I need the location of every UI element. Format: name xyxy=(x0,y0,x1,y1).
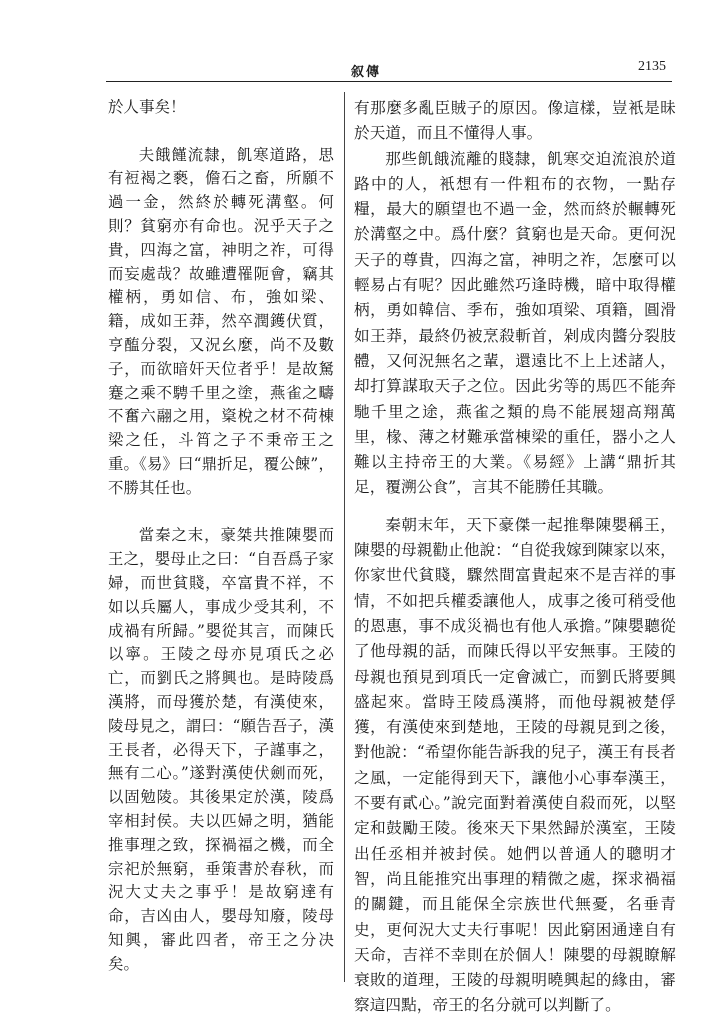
classical-paragraph: 當秦之末，豪桀共推陳嬰而王之，嬰母止之曰：“自吾爲子家婦，而世貧賤，卒富貴不祥，不如以兵屬人，事成少受其利，不成禍有所歸。”嬰從其言，而陳氏以寧。王陵之母亦見項氏之必亡，而劉氏之將興也。是時陵爲漢將，而母獲於楚，有漢使來，陵母見之，謂曰：“願告吾子，漢王長者，必得天下，子謹事之，無有二心。”遂對漢使伏劍而死，以固勉陵。其後果定於漢，陵爲宰相封侯。夫以匹婦之明，猶能推事理之致，探禍福之機，而全宗祀於無窮，垂策書於春秋，而況大丈夫之事乎！是故窮達有命，吉凶由人，嬰母知廢，陵母知興，審此四者，帝王之分决矣。 xyxy=(108,526,334,973)
classical-paragraph: 夫餓饉流隸，飢寒道路，思有裋褐之褻，儋石之畜，所願不過一金，然終於轉死溝壑。何則？貧窮亦有命也。況乎天子之貴，四海之富，神明之祚，可得而妄處哉？故雖遭罹阨會，竊其權柄，勇如信、布，強如梁、籍，成如王莽，然卒潤鑊伏質，亨醢分裂，又況幺麼，尚不及數子，而欲暗奸天位者乎！是故駑蹇之乘不騁千里之塗，燕雀之疇不奮六翮之用，楶梲之材不荷棟梁之任，斗筲之子不秉帝王之重。《易》曰“鼎折足，覆公餗”，不勝其任也。 xyxy=(108,145,334,497)
translation-column xyxy=(354,96,676,1019)
classical-lead-text: 於人事矣！ xyxy=(108,98,186,116)
translation-lead-text: 有那麼多亂臣賊子的原因。像這樣，豈衹是昧於天道，而且不懂得人事。 xyxy=(354,99,676,143)
column-divider xyxy=(344,92,345,982)
classical-text-column xyxy=(108,96,334,976)
page-number: 2135 xyxy=(638,59,666,74)
header-rule xyxy=(106,81,672,82)
translation-paragraph: 秦朝末年，天下豪傑一起推舉陳嬰稱王，陳嬰的母親勸止他說：“自從我嫁到陳家以來，你家世代貧賤，驟然間富貴起來不是吉祥的事情，不如把兵權委讓他人，成事之後可稍受他的恩惠，事不成災禍也有他人承擔。”陳嬰聽從了他母親的話，而陳氏得以平安無事。王陵的母親也預見到項氏一定會滅亡，而劉氏將要興盛起來。當時王陵爲漢將，而他母親被楚俘獲，有漢使來到楚地，王陵的母親見到之後，對他說：“希望你能告訴我的兒子，漢王有長者之風，一定能得到天下，讓他小心事奉漢王，不要有貳心。”說完面對着漢使自殺而死，以堅定和鼓勵王陵。後來天下果然歸於漢室，王陵出任丞相并被封侯。她們以普通人的聰明才智，尚且能推究出事理的精微之處，探求禍福的關鍵，而且能保全宗族世代無憂，名垂青史，更何況大丈夫行事呢！因此窮困通達自有天命，吉祥不幸則在於個人！陳嬰的母親瞭解衰敗的道理，王陵的母親明曉興起的緣由，審察這四點，帝王的名分就可以判斷了。 xyxy=(354,515,676,1015)
translation-paragraph: 那些飢餓流離的賤隸，飢寒交迫流浪於道路中的人，衹想有一件粗布的衣物，一點存糧，最大的願望也不過一金，然而終於輾轉死於溝壑之中。爲什麼？貧窮也是天命。更何況天子的尊貴，四海之富，神明之祚，怎麼可以輕易占有呢？因此雖然巧逢時機，暗中取得權柄，勇如韓信、季布，強如項梁、項籍，圓滑如王莽，最終仍被烹殺斬首，剁成肉醬分裂肢體，又何況無名之輩，還遠比不上上述諸人，却打算謀取天子之位。因此劣等的馬匹不能奔馳千里之途，燕雀之類的鳥不能展翅高翔萬里，椽、薄之材難承當棟梁的重任，器小之人難以主持帝王的大業。《易經》上講“鼎折其足，覆溯公食”，言其不能勝任其職。 xyxy=(354,149,676,497)
chapter-title: 叙傳 xyxy=(350,65,381,80)
